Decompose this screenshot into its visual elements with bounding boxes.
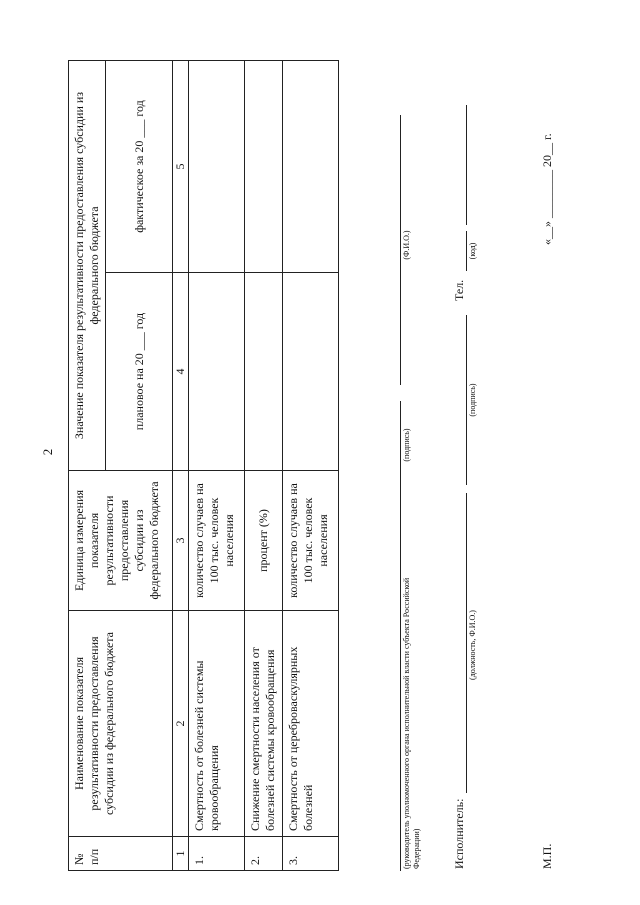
fio-caption: (Ф.И.О.) — [402, 230, 411, 260]
column-index: 3 — [173, 471, 189, 611]
header-num: № п/п — [69, 837, 173, 871]
table-row — [245, 61, 283, 871]
row-planned — [189, 273, 245, 471]
header-unit: Единица измерения показателя результативности предоставления субсидии из федерального бюджета — [69, 471, 173, 611]
phone-label: Тел. — [452, 279, 466, 301]
head-label: (руководитель уполномоченного органа исполнительной власти субъекта Российской Федерации) — [402, 577, 421, 869]
column-index: 1 — [173, 837, 189, 871]
page-number: 2 — [40, 448, 55, 456]
table-row — [283, 61, 339, 871]
fio-line — [400, 115, 401, 385]
phone-number-line — [466, 105, 467, 225]
header-value-group: Значение показателя результативности предоставления субсидии из федерального бюджета — [69, 61, 106, 471]
row-name: Смертность от болезней системы кровообращения — [189, 611, 245, 837]
row-num: 3. — [283, 837, 339, 871]
column-index-row — [173, 61, 189, 871]
row-num: 1. — [189, 837, 245, 871]
code-caption: (код) — [468, 242, 477, 260]
signature-caption: (подпись) — [402, 428, 411, 462]
phone-code-line — [466, 231, 467, 271]
position-caption: (должность, Ф.И.О.) — [468, 610, 477, 680]
row-planned — [245, 273, 283, 471]
head-signature-line — [400, 401, 401, 871]
column-index: 4 — [173, 273, 189, 471]
header-name: Наименование показателя результативности предоставления субсидии из федерального бюджета — [69, 611, 173, 837]
row-num: 2. — [245, 837, 283, 871]
column-index: 2 — [173, 611, 189, 837]
row-unit: процент (%) — [245, 471, 283, 611]
header-planned: плановое на 20 ___ год — [106, 273, 173, 471]
row-unit: количество случаев на 100 тыс. человек населения — [283, 471, 339, 611]
column-index: 5 — [173, 61, 189, 273]
row-name: Смертность от цереброваскулярных болезней — [283, 611, 339, 837]
results-table — [68, 60, 339, 871]
row-actual — [283, 61, 339, 273]
table-row — [189, 61, 245, 871]
row-actual — [189, 61, 245, 273]
row-name: Снижение смертности населения от болезней системы кровообращения — [245, 611, 283, 837]
executor-signature-caption: (подпись) — [468, 383, 477, 417]
executor-signature-line — [466, 315, 467, 485]
executor-label: Исполнитель: — [452, 798, 466, 869]
date-text: «__» ________ 20__ г. — [540, 133, 554, 245]
row-actual — [245, 61, 283, 273]
stamp-label: М.П. — [540, 843, 554, 869]
row-unit: количество случаев на 100 тыс. человек населения — [189, 471, 245, 611]
table-header-row — [69, 61, 106, 871]
executor-position-line — [466, 493, 467, 793]
header-actual: фактическое за 20 ___ год — [106, 61, 173, 273]
row-planned — [283, 273, 339, 471]
